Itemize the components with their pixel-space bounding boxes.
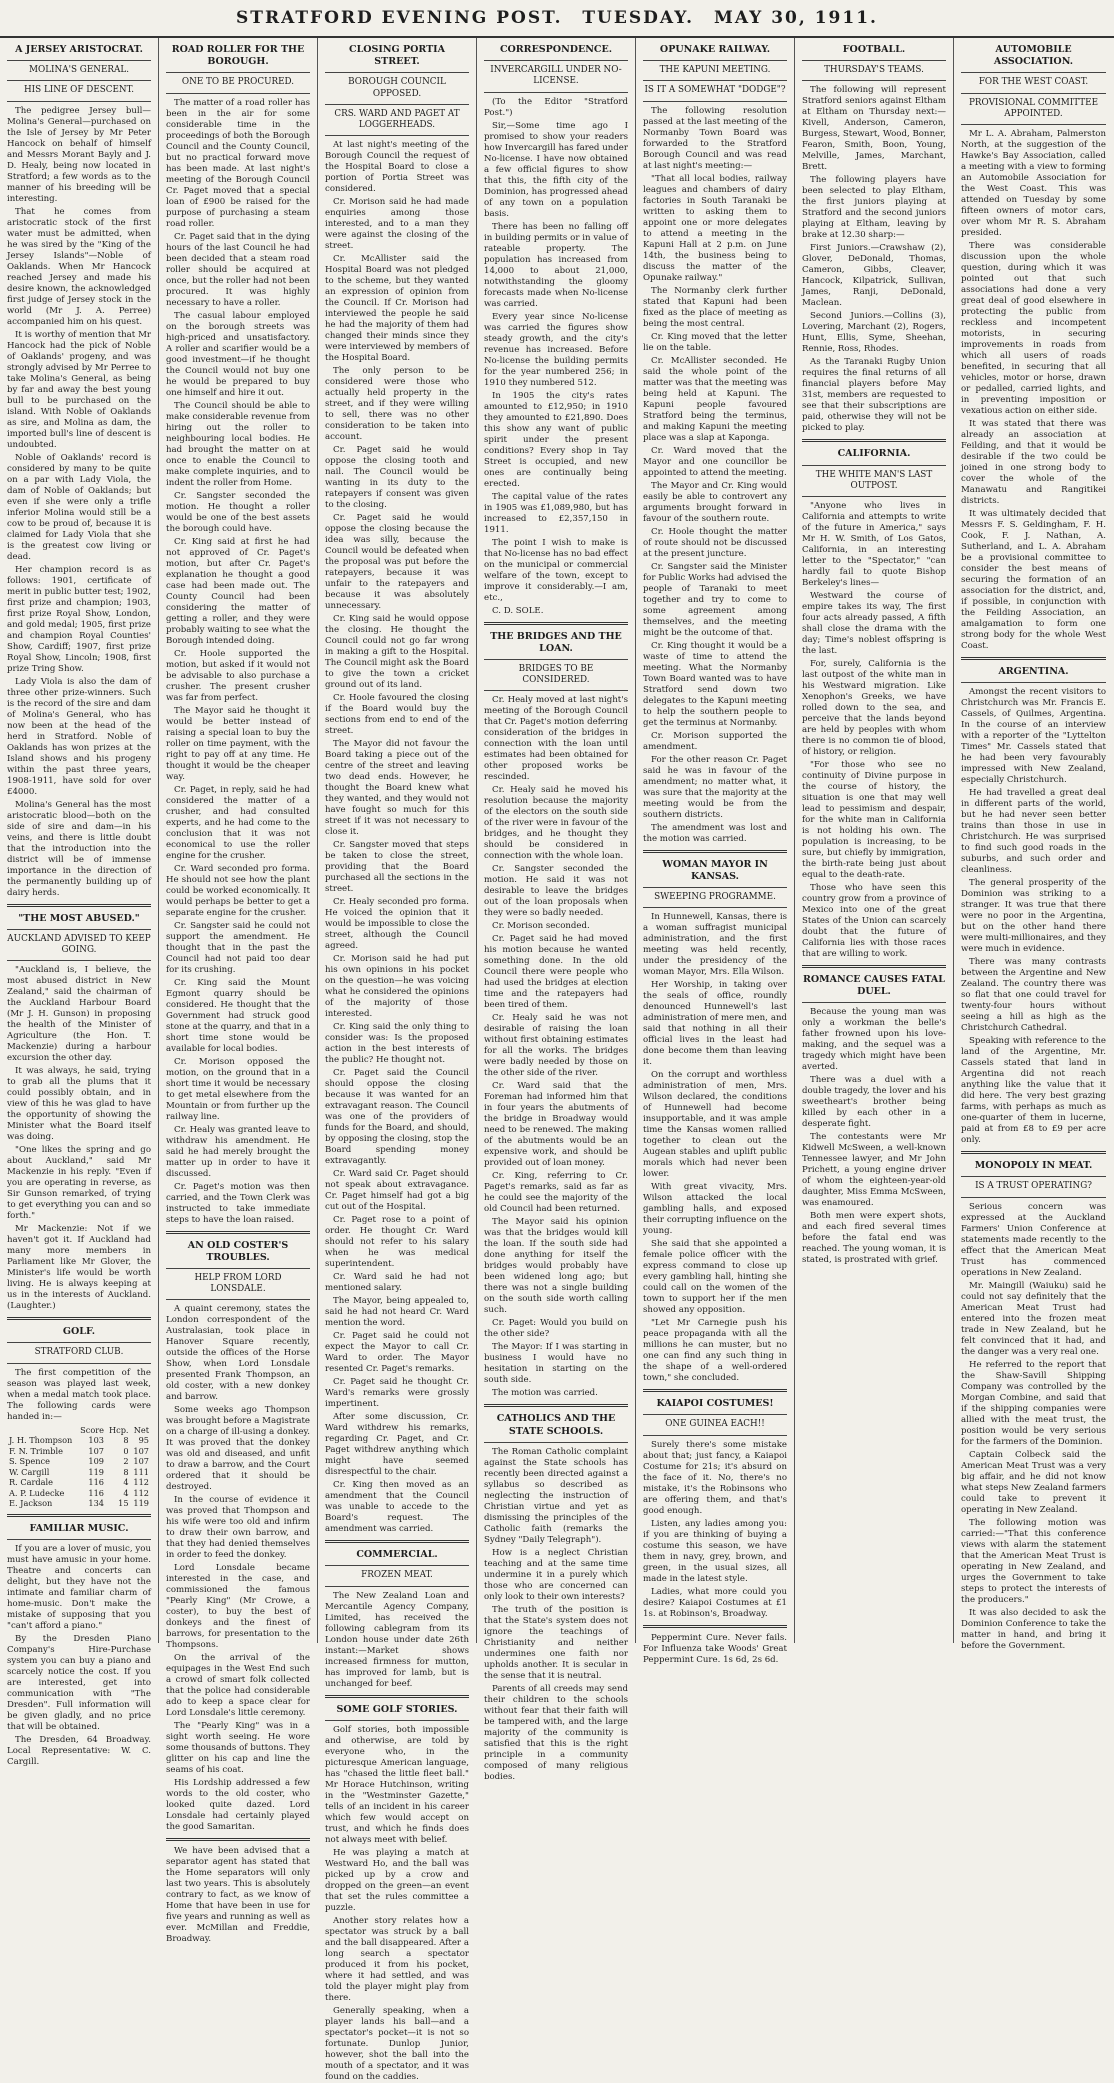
article-paragraph: The amendment was lost and the motion was carried. — [643, 822, 787, 844]
article-paragraph: After some discussion, Cr. Ward withdrew his remarks, regarding Cr. Paget, and Cr. Paget withdrew anything which might have seemed disrespectful to the chair. — [325, 1412, 469, 1478]
article-paragraph: He was playing a match at Westward Ho, and the ball was picked up by a crow and dropped on the green—an event that set the rules committee a puzzle. — [325, 1847, 469, 1913]
article-paragraph: Lady Viola is also the dam of three other prize-winners. Such is the record of the sire and dam of Molina's General, who has now been at the head of the herd in Stratford. Noble of Oaklands has won prizes at the Island shows and his progeny within the past three years, 1908-1911, have sold for over £4000. — [7, 676, 151, 797]
article-paragraph: Cr. Healy said he moved his resolution because the majority of the electors on the south side of the river were in favour of the bridges, and he thought they should be considered in connection with the whole loan. — [484, 785, 628, 862]
article-paragraph: His Lordship addressed a few words to the old coster, who looked quite dazed. Lord Lonsdale had certainly played the good Samaritan. — [166, 1778, 310, 1833]
heading-rule — [484, 1442, 628, 1443]
article-paragraph: By the Dresden Piano Company's Hire-Purchase system you can buy a piano and scarcely notice the cost. If you are interested, get into communication with "The Dresden". Full information will be given gladly, and no price that will be obtained. — [7, 1633, 151, 1732]
score-cell: 107 — [133, 1456, 149, 1467]
heading-rule — [166, 1299, 310, 1300]
article-subheading: MOLINA'S GENERAL. — [28, 65, 129, 76]
article-subheading: THURSDAY'S TEAMS. — [824, 65, 924, 76]
article-paragraph: Cr. Sangster seconded the motion. He said it was not desirable to leave the bridges out of the loan proposals when they were so badly needed. — [484, 864, 628, 919]
article-paragraph: Cr. Ward said Cr. Paget should not speak about extravagance. Cr. Paget himself had got a big cut out of the Hospital. — [325, 1169, 469, 1213]
article-paragraph: He referred to the report that the Shaw-Savill Shipping Company was controlled by the Morgan Combine, and said that if the shipping companies were allied with the meat trust, the position would be very serious for the farmers of the Dominion. — [961, 1359, 1106, 1447]
section-divider — [802, 965, 946, 968]
section-divider — [961, 1151, 1106, 1154]
section-divider — [643, 1625, 787, 1628]
score-row — [7, 1456, 151, 1467]
score-cell: 112 — [133, 1477, 149, 1488]
heading-rule — [166, 72, 310, 73]
score-cell: R. Cardale — [9, 1477, 54, 1488]
column-2 — [159, 38, 318, 1945]
score-row — [7, 1477, 151, 1488]
article-paragraph: Cr. Paget rose to a point of order. He thought Cr. Ward should not refer to his salary when he was medical superintendent. — [325, 1215, 469, 1270]
heading-rule — [643, 80, 787, 81]
score-header-cell — [7, 1425, 77, 1436]
score-cell: S. Spence — [9, 1456, 50, 1467]
score-cell: 107 — [88, 1445, 105, 1456]
article-paragraph: The New Zealand Loan and Mercantile Agency Company, Limited, has received the following cablegram from its London house under date 26th instant:—Market shows increased firmness for mutton, has improved for lamb, but is unchanged for beef. — [325, 1590, 469, 1689]
golf-scores-table — [7, 1425, 151, 1509]
article-paragraph: The pedigree Jersey bull—Molina's General—purchased on the Isle of Jersey by Mr Peter Hancock on behalf of himself and Messrs Morant Bayly and J. D. Healy, being now located in Stratford; a few words as to the manner of his breeding will be interesting. — [7, 105, 151, 204]
article-subheading: FROZEN MEAT. — [361, 1570, 433, 1581]
article-subheading: SWEEPING PROGRAMME. — [654, 891, 776, 902]
score-cell: 4 — [123, 1487, 129, 1498]
article-paragraph: Cr. Sangster said the Minister for Public Works had advised the people of Taranaki to meet together and try to come to some agreement among themselves, and the meeting might be the outcome of that. — [643, 561, 787, 638]
article-paragraph: Ladies, what more could you desire? Kaiapoi Costumes at £1 1s. at Robinson's, Broadway. — [643, 1586, 787, 1619]
article-paragraph: It is worthy of mention that Mr Hancock had the pick of Noble of Oaklands' progeny, and was strongly advised by Mr Perree to take Molina's General, as being by far and away the best young bull to be purchased on the island. With Noble of Oaklands as sire, and Molina as dam, the imported bull's line of descent is undoubted. — [7, 329, 151, 450]
article-paragraph: Cr. Morison said he had put his own opinions in his pocket on the question—he was voicing what he considered the opinions of the majority of those interested. — [325, 954, 469, 1020]
article-heading: FAMILIAR MUSIC. — [29, 1522, 129, 1534]
article-paragraph: The only person to be considered were those who actually held property in the street, and if they were willing to sell, there was no other consideration to be taken into account. — [325, 366, 469, 443]
article-paragraph: Cr. Paget said the Council should oppose the closing because it was wanted for an extravagant reason. The Council was one of the providers of funds for the Board, and should, by opposing the closing, stop the Board spending money extravagantly. — [325, 1068, 469, 1167]
article-paragraph: The Mayor said he thought it would be better instead of raising a special loan to buy the roller on time payment, with the right to pay off at any time. He thought it would be the cheaper way. — [166, 705, 310, 782]
article-paragraph: Cr. Hoole favoured the closing if the Board would buy the sections from end to end of the street. — [325, 693, 469, 737]
score-row — [7, 1467, 151, 1478]
article-paragraph: Cr. King moved that the letter lie on the table. — [643, 331, 787, 353]
section-divider — [484, 1404, 628, 1407]
article-paragraph: Mr. Maingill (Waiuku) said he could not say definitely that the American Meat Trust had entered into the frozen meat trade in New Zealand, but he felt convinced that it had, and the danger was a very real one. — [961, 1280, 1106, 1357]
article-paragraph: Amongst the recent visitors to Christchurch was Mr. Francis E. Cassels, of Quilmes, Argentina. In the course of an interview with a reporter of the "Lyttelton Times" Mr. Cassels stated that he had been very favourably impressed with New Zealand, especially Christchurch. — [961, 687, 1106, 786]
article-paragraph: Cr. Healy was granted leave to withdraw his amendment. He said he had merely brought the matter up in order to have it discussed. — [166, 1124, 310, 1179]
article-paragraph: The Normanby clerk further stated that Kapuni had been fixed as the place of meeting as being the most central. — [643, 285, 787, 329]
article-paragraph: Cr. Sangster said he could not support the amendment. He thought that in the past the Council had not paid too dear for its crushing. — [166, 920, 310, 975]
heading-rule — [325, 135, 469, 136]
article-paragraph: Cr. Paget said he would oppose the closing because the idea was silly, because the Council would be defeated when the proposal was put before the ratepayers, because it was unfair to the ratepayers and because it was absolutely unnecessary. — [325, 513, 469, 612]
article-paragraph: Cr. Morison seconded. — [492, 921, 590, 932]
article-paragraph: On the corrupt and worthless administration of men, Mrs. Wilson declared, the conditions of Hunnewell had become insupportable, and it was ample time the Kansas women rallied together to clean out the Augean stables and uplift public morals which had never been lower. — [643, 1070, 787, 1180]
article-heading: THE BRIDGES AND THE LOAN. — [490, 630, 622, 654]
score-cell: 103 — [88, 1435, 105, 1446]
article-paragraph: Cr. King said at first he had not approved of Cr. Paget's motion, but after Cr. Paget's explanation he thought a good case had been made out. The County Council had been considering the matter of getting a roller, and they were probably waiting to see what the Borough intended doing. — [166, 536, 310, 646]
article-paragraph: Serious concern was expressed at the Auckland Farmers' Union Conference at statements made recently to the effect that the American Meat Trust has commenced operations in New Zealand. — [961, 1201, 1106, 1278]
article-paragraph: Golf stories, both impossible and otherwise, are told by everyone who, in the picturesque American language, has "chased the little fleet ball." Mr Horace Hutchinson, writing in the "Westminster Gazette," tells of an incident in his career which few would accept on trust, and which he finds does not always meet with belief. — [325, 1724, 469, 1845]
article-paragraph: "Let Mr Carnegie push his peace propaganda with all the millions he can muster, but no one can find any such thing in the shape of a well-ordered town," she concluded. — [643, 1318, 787, 1384]
section-divider — [7, 904, 151, 907]
heading-rule — [961, 124, 1106, 125]
article-paragraph: There was considerable discussion upon the whole question, during which it was pointed out that such associations had done a very great deal of good elsewhere in protecting the public from reckless and incompetent motorists, in securing improvements in roads from which all users of roads benefited, in securing that all vehicles, motor or horse, drawn or pedalled, carried lights, and in preventing imposition or vexatious action on either side. — [961, 241, 1106, 417]
section-divider — [166, 1838, 310, 1841]
article-paragraph: The Mayor and Cr. King would easily be able to controvert any arguments brought forward in favour of the southern route. — [643, 480, 787, 524]
score-cell: 8 — [123, 1466, 129, 1477]
article-paragraph: Cr. King thought it would be a waste of time to attend the meeting. What the Normanby Town Board wanted was to have Stratford send down two delegates to the Kapuni meeting to help the southern people to get the terminus at Normanby. — [643, 640, 787, 728]
article-paragraph: Mr L. A. Abraham, Palmerston North, at the suggestion of the Hawke's Bay Association, called a meeting with a view to forming an Automobile Association for the West Coast. This was attended on Tuesday by some fifteen owners of motor cars, over whom Mr R. S. Abraham presided. — [961, 129, 1106, 239]
article-paragraph: Molina's General has the most aristocratic blood—both on the side of sire and dam—in his veins, and there is little doubt that the introduction into the district will be of immense importance in the direction of the permanently building up of dairy herds. — [7, 799, 151, 898]
article-paragraph: If you are a lover of music, you must have amusic in your home. Theatre and concerts can delight, but they have not the intimate and familiar charm of home-music. Don't make the mistake of supposing that you "can't afford a piano." — [7, 1543, 151, 1631]
article-subheading: PROVISIONAL COMMITTEE APPOINTED. — [968, 97, 1098, 119]
score-cell: 119 — [88, 1466, 105, 1477]
article-paragraph: Those who have seen this country grow from a province of Mexico into one of the great States of the Union can scarcely doubt that the future of California lies with those races that are willing to work. — [802, 883, 946, 960]
article-paragraph: The Mayor said his opinion was that the bridges would kill the loan. If the south side had done anything for itself the bridges would probably have been widened long ago; but there was not a single building on the south side worth calling such. — [484, 1217, 628, 1316]
article-paragraph: The point I wish to make is that No-license has no bad effect on the municipal or commercial welfare of the town, except to improve it considerably.—I am, etc., — [484, 537, 628, 603]
article-paragraph: Cr. Ward moved that the Mayor and one councillor be appointed to attend the meeting. — [643, 445, 787, 478]
article-heading: A JERSEY ARISTOCRAT. — [15, 44, 143, 55]
heading-rule — [7, 60, 151, 61]
heading-rule — [802, 1002, 946, 1003]
article-paragraph: The matter of a road roller has been in the air for some considerable time in the proceedings of both the Borough Council and the County Council, but no practical forward move has been made. At last night's meeting of the Borough Council Cr. Paget moved that a special loan of £900 be raised for the purpose of purchasing a steam road roller. — [166, 97, 310, 229]
article-paragraph: It was also decided to ask the Dominion Conference to take the matter in hand, and bring it before the Government. — [961, 1607, 1106, 1651]
article-paragraph: The following resolution passed at the last meeting of the Normanby Town Board was forwarded to the Stratford Borough Council and was read at last night's meeting:— — [643, 105, 787, 171]
article-paragraph: The "Pearly King" was in a sight worth seeing. He wore some thousands of buttons. They glitter on his cap and line the seams of his coat. — [166, 1721, 310, 1776]
article-paragraph: There was many contrasts between the Argentine and New Zealand. The country there was so flat that one could travel for twenty-four hours without seeing a hill as high as the Christchurch Cathedral. — [961, 957, 1106, 1034]
article-paragraph: Noble of Oaklands' record is considered by many to be quite on a par with Lady Viola, the dam of Noble of Oaklands; but even if she were only a trifle inferior Molina would still be a cow to be proud of, because it is claimed for Lady Viola that she is the greatest cow living or dead. — [7, 452, 151, 562]
article-paragraph: For the other reason Cr. Paget said he was in favour of the amendment; no matter what, it was sure that the majority at the meeting would be from the southern districts. — [643, 754, 787, 820]
article-heading: SOME GOLF STORIES. — [336, 1703, 458, 1715]
score-cell: 119 — [133, 1498, 149, 1509]
article-subheading: BOROUGH COUNCIL OPPOSED. — [348, 77, 446, 99]
score-cell: 15 — [118, 1498, 129, 1509]
article-paragraph: The first competition of the season was played last week, when a medal match took place. The following cards were handed in:— — [7, 1367, 151, 1422]
heading-rule — [484, 60, 628, 61]
article-subheading: IS A TRUST OPERATING? — [975, 1181, 1092, 1192]
column-5 — [636, 38, 795, 1665]
section-divider — [643, 850, 787, 853]
article-paragraph: Cr. Sangster moved that steps be taken to close the street, providing that the Board purchased all the sections in the street. — [325, 840, 469, 895]
score-cell: 0 — [123, 1445, 129, 1456]
paper-date: MAY 30, 1911. — [714, 8, 878, 28]
heading-rule — [961, 1197, 1106, 1198]
article-paragraph: The following players have been selected to play Eltham, the first juniors playing at Stratford and the second juniors playing at Eltham, leaving by brake at 12.30 sharp:— — [802, 175, 946, 241]
article-paragraph: It was ultimately decided that Messrs F. S. Geldingham, F. H. Cook, F. J. Nathan, A. Sutherland, and L. A. Abraham be a provisional committee to consider the best means of securing the formation of an association for the district, and, if possible, in conjunction with the Feilding Association, an amalgamation to form one strong body for the whole West Coast. — [961, 509, 1106, 652]
article-paragraph: Second Juniors.—Collins (3), Lovering, Marchant (2), Rogers, Hunt, Ellis, Syme, Sheehan, Rennie, Ross, Rhodes. — [802, 311, 946, 355]
article-paragraph: Cr. Ward said that the Foreman had informed him that in four years the abutments of the bridge in Broadway would need to be renewed. The making of the abutments would be an expensive work, and should be provided out of loan money. — [484, 1081, 628, 1169]
article-heading: AN OLD COSTER'S TROUBLES. — [187, 1239, 289, 1263]
section-divider — [325, 1695, 469, 1698]
article-paragraph: Cr. Paget said he would oppose the closing tooth and nail. The Council would be wanting in its duty to the ratepayers if consent was given to the closing. — [325, 445, 469, 511]
score-header-cell: Net — [133, 1424, 149, 1435]
score-row — [7, 1498, 151, 1509]
article-heading: ARGENTINA. — [998, 666, 1069, 678]
article-paragraph: Some weeks ago Thompson was brought before a Magistrate on a charge of ill-using a donkey. It was proved that the donkey was old and diseased, and unfit to draw a barrow, and the Court ordered that it should be destroyed. — [166, 1405, 310, 1493]
score-cell: 107 — [133, 1445, 149, 1456]
article-heading: "THE MOST ABUSED." — [18, 912, 140, 924]
article-paragraph: Cr. Paget said he thought Cr. Ward's remarks were grossly impertinent. — [325, 1377, 469, 1410]
heading-rule — [643, 887, 787, 888]
article-subheading: FOR THE WEST COAST. — [978, 77, 1089, 88]
article-paragraph: It was always, he said, trying to grab all the plums that it could possibly obtain, and in view of this he was glad to have the opportunity of showing the Minister what the Board itself was doing. — [7, 1066, 151, 1143]
score-cell: 2 — [123, 1456, 129, 1467]
article-paragraph: In 1905 the city's rates amounted to £12,950; in 1910 they amounted to £21,890. Does this show any want of public spirit under the present conditions? Every shop in Tay Street is occupied, and new ones are continually being erected. — [484, 390, 628, 489]
column-3 — [318, 38, 477, 2082]
article-paragraph: Surely there's some mistake about that; just fancy, a Kaiapoi Costume for 21s; it's absurd on the face of it. No, there's no mistake, it's the Robinsons who are offering them, and that's good enough. — [643, 1439, 787, 1516]
article-paragraph: A quaint ceremony, states the London correspondent of the Australasian, took place in Hanover Square recently, outside the offices of the Horse Show, when Lord Lonsdale presented Frank Thompson, an old coster, with a new donkey and barrow. — [166, 1304, 310, 1403]
article-paragraph: The Mayor: If I was starting in business I would have no hesitation in starting on the south side. — [484, 1342, 628, 1386]
heading-rule — [166, 93, 310, 94]
article-paragraph: The Council should be able to make considerable revenue from hiring out the roller to neighbouring local bodies. He had brought the matter on at once to enable the Council to make complete inquiries, and to indent the roller from Home. — [166, 400, 310, 488]
article-paragraph: With great vivacity, Mrs. Wilson attacked the local gambling halls, and exposed their corrupting influence on the young. — [643, 1182, 787, 1237]
score-cell: 109 — [88, 1456, 105, 1467]
article-paragraph: Cr. Ward said he had not mentioned salary. — [325, 1272, 469, 1294]
heading-rule — [802, 60, 946, 61]
heading-rule — [166, 1268, 310, 1269]
heading-rule — [325, 1720, 469, 1721]
article-paragraph: Listen, any ladies among you: if you are thinking of buying a costume this season, we have them in navy, grey, brown, and green, in the usual sizes, all made in the latest style. — [643, 1518, 787, 1584]
article-paragraph: Cr. Paget said he could not expect the Mayor to call Cr. Ward to order. The Mayor resented Cr. Paget's remarks. — [325, 1331, 469, 1375]
heading-rule — [7, 101, 151, 102]
article-paragraph: Cr. King said the Mount Egmont quarry should be considered. He thought that the Government had struck good stone at the quarry, and that in a short time stone would be available for local bodies. — [166, 977, 310, 1054]
article-paragraph: She said that she appointed a female police officer with the express command to close up every gambling hall, hinting she could call on the women of the town to support her if the men showed any opposition. — [643, 1239, 787, 1316]
article-paragraph: Captain Colbeck said the American Meat Trust was a very big affair, and he did not know what steps New Zealand farmers could take to prevent it operating in New Zealand. — [961, 1449, 1106, 1515]
score-cell: 4 — [123, 1477, 129, 1488]
article-paragraph: It was stated that there was already an association at Feilding, and that it would be desirable if the two could be joined in one strong body to cover the whole of the Manawatu and Rangitikei districts. — [961, 419, 1106, 507]
article-paragraph: The following motion was carried:—"That this conference views with alarm the statement that the American Meat Trust is operating in New Zealand, and urges the Government to take steps to protect the interests of the producers." — [961, 1517, 1106, 1605]
article-paragraph: Cr. Healy moved at last night's meeting of the Borough Council that Cr. Paget's motion deferring consideration of the bridges in connection with the loan until estimates had been obtained for other proposed works be rescinded. — [484, 695, 628, 783]
score-cell: 116 — [88, 1487, 105, 1498]
article-paragraph: Parents of all creeds may send their children to the schools without fear that their faith will be tampered with, and the large majority of the community is satisfied that this is the right principle in a community composed of many religious bodies. — [484, 1683, 628, 1782]
article-paragraph: Cr. Morison said he had made enquiries among those interested, and to a man they were against the closing of the street. — [325, 197, 469, 252]
heading-rule — [7, 1342, 151, 1343]
article-paragraph: Generally speaking, when a player lands his ball—and a spectator's pocket—it is not so fortunate. Dunlop Junior, however, shot the ball into the mouth of a spectator, and it was found on the caddies. — [325, 2005, 469, 2082]
score-cell: F. N. Trimble — [9, 1445, 63, 1456]
article-paragraph: Cr. Hoole thought the matter of route should not be discussed at the present juncture. — [643, 526, 787, 559]
article-paragraph: "Auckland is, I believe, the most abused district in New Zealand," said the chairman of the Auckland Harbour Board (Mr J. H. Gunson) in proposing the health of the Minister of Agriculture (the Hon. T. Mackenzie) during a harbour excursion the other day. — [7, 965, 151, 1064]
article-heading: AUTOMOBILE ASSOCIATION. — [993, 44, 1074, 68]
article-heading: ROMANCE CAUSES FATAL DUEL. — [803, 974, 945, 998]
article-paragraph: Speaking with reference to the land of the Argentine, Mr. Cassels stated that land in Argentina did not reach anything like the value that it did here. The very best grazing farms, with perhaps as much as one-quarter of them in lucerne, paid at from £8 to £9 per acre only. — [961, 1036, 1106, 1146]
score-header-cell: Score — [80, 1424, 105, 1435]
heading-rule — [325, 1586, 469, 1587]
article-subheading: THE WHITE MAN'S LAST OUTPOST. — [815, 469, 933, 491]
article-heading: OPUNAKE RAILWAY. — [659, 44, 771, 55]
heading-rule — [961, 1176, 1106, 1177]
article-heading: FOOTBALL. — [842, 44, 906, 55]
heading-rule — [802, 465, 946, 466]
heading-rule — [484, 92, 628, 93]
article-paragraph: The motion was carried. — [492, 1388, 598, 1399]
article-paragraph: In Hunnewell, Kansas, there is a woman suffragist municipal administration, and the first meeting was held recently, under the presidency of the woman Mayor, Mrs. Ella Wilson. — [643, 912, 787, 978]
score-cell: 8 — [123, 1435, 129, 1446]
heading-rule — [7, 929, 151, 930]
article-paragraph: That he comes from aristocratic stock of the first water must be admitted, when he was sired by the "King of the Jersey Islands"—Noble of Oaklands. When Mr Hancock reached Jersey and made his desire known, the acknowledged first judge of Jersey stock in the world (Mr J. A. Perree) accompanied him on his quest. — [7, 206, 151, 327]
article-paragraph: Her Worship, in taking over the seals of office, roundly denounced Hunnewell's last administration of mere men, and said that nothing in all their official lives in the least had done become them than leaving it. — [643, 980, 787, 1068]
score-cell: 111 — [133, 1466, 149, 1477]
column-6 — [795, 38, 954, 1643]
score-cell: 134 — [88, 1498, 105, 1509]
article-subheading: BRIDGES TO BE CONSIDERED. — [518, 663, 594, 686]
article-paragraph: There has been no falling off in building permits or in value of rateable property. The population has increased from 14,000 to about 21,000, notwithstanding the gloomy forecasts made when No-license was carried. — [484, 221, 628, 309]
article-paragraph: Cr. Paget's motion was then carried, and the Town Clerk was instructed to take immediate steps to have the loan raised. — [166, 1181, 310, 1225]
article-paragraph: Cr. Paget said that in the dying hours of the last Council he had been decided that a steam road roller should be acquired at once, but the roller had not been procured. It was highly necessary to have a roller. — [166, 231, 310, 308]
article-paragraph: The truth of the position is that the State's system does not ignore the teachings of Christianity and neither undermines one faith nor upholds another. It is secular in the sense that it is neutral. — [484, 1604, 628, 1681]
score-row — [7, 1446, 151, 1457]
article-paragraph: Cr. Healy said he was not desirable of raising the loan without first obtaining estimates for all the works. The bridges were badly needed by those on the other side of the river. — [484, 1013, 628, 1079]
heading-rule — [643, 1414, 787, 1415]
article-heading: WOMAN MAYOR IN KANSAS. — [662, 858, 768, 882]
article-paragraph: Cr. King said the only thing to consider was: Is the proposed action in the best interests of the public? He thought not. — [325, 1022, 469, 1066]
article-heading: CATHOLICS AND THE STATE SCHOOLS. — [496, 1413, 616, 1437]
heading-rule — [325, 1565, 469, 1566]
section-divider — [7, 1514, 151, 1517]
article-paragraph: The Mayor, being appealed to, said he had not heard Cr. Ward mention the word. — [325, 1296, 469, 1329]
heading-rule — [7, 80, 151, 81]
paper-name: STRATFORD EVENING POST. — [236, 8, 563, 28]
section-divider — [961, 657, 1106, 660]
article-subheading: ONE TO BE PROCURED. — [181, 77, 295, 88]
score-cell: 95 — [138, 1435, 149, 1446]
score-cell: 112 — [133, 1487, 149, 1498]
article-paragraph: Cr. Morison supported the amendment. — [643, 730, 787, 752]
heading-rule — [7, 1539, 151, 1540]
column-7 — [954, 38, 1113, 1651]
article-paragraph: Cr. Hoole supported the motion, but asked if it would not be advisable to also purchase a crusher. The present crusher was far from perfect. — [166, 648, 310, 703]
article-paragraph: Cr. Paget said he had moved his motion because he wanted something done. In the old Council there were people who had used the bridges at election time and the ratepayers had been tired of them. — [484, 934, 628, 1011]
section-divider — [484, 622, 628, 625]
article-paragraph: Cr. McAllister seconded. He said the whole point of the matter was that the meeting was being held at Kapuni. The Kapuni people favoured Stratford being the terminus, and making Kapuni the meeting place was a slap at Kaponga. — [643, 355, 788, 443]
article-subheading: INVERCARGILL UNDER NO-LICENSE. — [490, 65, 622, 87]
article-paragraph: The contestants were Mr Kidwell McSween, a well-known Tennessee lawyer, and Mr John Prichett, a young engine driver of whom the eighteen-year-old daughter, Miss Emma McSween, was enamoured. — [802, 1132, 946, 1209]
article-subheading: STRATFORD CLUB. — [34, 1347, 124, 1358]
article-subheading: CRS. WARD AND PAGET AT LOGGERHEADS. — [334, 108, 460, 131]
article-heading: ROAD ROLLER FOR THE BOROUGH. — [171, 44, 305, 68]
article-paragraph: Lord Lonsdale became interested in the case, and commissioned the famous "Pearly King" (Mr Crowe, a coster), to buy the best of donkeys and the finest of barrows, for presentation to the Thompsons. — [166, 1563, 310, 1651]
article-paragraph: Cr. King, referring to Cr. Paget's remarks, said as far as he could see the majority of the old Council had been returned. — [484, 1171, 628, 1215]
score-row — [7, 1488, 151, 1499]
article-paragraph: First Juniors.—Crawshaw (2), Glover, DeDonald, Thomas, Cameron, Gibbs, Cleaver, Hancock, Kilpatrick, Sullivan, James, Ranji, DeDonald, Maclean. — [802, 243, 946, 309]
article-paragraph: Cr. King then moved as an amendment that the Council was unable to accede to the Board's request. The amendment was carried. — [325, 1480, 469, 1535]
article-paragraph: Cr. Morison opposed the motion, on the ground that in a short time it would be necessary to get metal elsewhere from the Mountain or from further up the railway line. — [166, 1056, 310, 1122]
score-header-cell: Hcp. — [108, 1424, 129, 1435]
article-subheading: HELP FROM LORD LONSDALE. — [194, 1272, 282, 1295]
article-heading: GOLF. — [62, 1326, 96, 1338]
heading-rule — [643, 60, 787, 61]
heading-rule — [961, 72, 1106, 73]
section-divider — [7, 1317, 151, 1320]
heading-rule — [484, 690, 628, 691]
article-paragraph: C. D. SOLE. — [492, 605, 544, 616]
article-paragraph: Cr. Paget, in reply, said he had considered the matter of a crusher, and had consulted experts, and he had come to the conclusion that it was not economical to use the roller engine for the crusher. — [166, 784, 310, 861]
paper-day: TUESDAY. — [582, 8, 695, 28]
article-paragraph: Cr. Healy seconded pro forma. He voiced the opinion that it would be impossible to close the street, although the Council agreed. — [325, 897, 469, 952]
heading-rule — [802, 496, 946, 497]
article-subheading: IS IT A SOMEWHAT "DODGE"? — [644, 85, 786, 96]
article-subheading: ONE GUINEA EACH!! — [665, 1419, 765, 1430]
article-paragraph: Cr. Ward seconded pro forma. He should not see how the plant could be worked economically. It would perhaps be better to get a separate engine for the crusher. — [166, 863, 310, 918]
article-paragraph: Another story relates how a spectator was struck by a ball and the ball disappeared. After a long search a spectator produced it from his pocket, where it had settled, and was told the player might play from there. — [325, 1915, 469, 2003]
article-paragraph: Cr. Sangster seconded the motion. He thought a roller would be one of the best assets the borough could have. — [166, 490, 310, 534]
article-paragraph: Cr. King said he would oppose the closing. He thought the Council could not go far wrong in making a gift to the Hospital. The Council might ask the Board to give the town a cricket ground out of its land. — [325, 614, 469, 691]
article-paragraph: The general prosperity of the Dominion was striking to a stranger. It was true that there were no poor in the Argentina, but on the other hand there were multi-millionaires, and they were much in evidence. — [961, 878, 1106, 955]
article-paragraph: In the course of evidence it was proved that Thompson and his wife were too old and infirm to draw their own barrow, and that they had denied themselves in order to feed the donkey. — [166, 1495, 310, 1561]
score-cell: J. H. Thompson — [9, 1435, 73, 1446]
score-row — [7, 1435, 151, 1446]
article-subheading: THE KAPUNI MEETING. — [659, 65, 771, 76]
article-paragraph: Because the young man was only a workman the belle's father frowned upon his love-making, and the sequel was a tragedy which might have been averted. — [802, 1007, 946, 1073]
heading-rule — [961, 682, 1106, 683]
article-paragraph: The Roman Catholic complaint against the State schools has recently been directed against a syllabus so described as neglecting the instruction of Christian virtue and yet as dismissing the principles of the Catholic faith (remarks the Sydney "Daily Telegraph"). — [484, 1446, 628, 1545]
article-paragraph: On the arrival of the equipages in the West End such a crowd of smart folk collected that the police had considerable ado to keep a space clear for Lord Lonsdale's little ceremony. — [166, 1653, 310, 1719]
heading-rule — [961, 93, 1106, 94]
article-heading: MONOPOLY IN MEAT. — [974, 1160, 1093, 1172]
article-paragraph: Peppermint Cure. Never fails. For Influenza take Woods' Great Peppermint Cure. 1s 6d, 2s 6d. — [643, 1632, 787, 1665]
article-paragraph: Her champion record is as follows: 1901, certificate of merit in public butter test; 1902, first prize and champion; 1903, first prize Royal Show, London, and gold medal; 1905, first prize and champion Royal Counties' Show, Cardiff; 1907, first prize Royal Show, Lincoln; 1908, first prize Tring Show. — [7, 564, 151, 674]
article-paragraph: The Dresden, 64 Broadway. Local Representative: W. C. Cargill. — [7, 1734, 151, 1767]
section-divider — [802, 439, 946, 442]
heading-rule — [484, 659, 628, 660]
article-paragraph: He had travelled a great deal in different parts of the world, but he had never seen better trains than those in use in Christchurch. He was surprised to find such good roads in the suburbs, and such order and cleanliness. — [961, 788, 1106, 876]
heading-rule — [325, 104, 469, 105]
article-paragraph: As the Taranaki Rugby Union requires the final returns of all financial players before May 31st, members are requested to see that their subscriptions are paid, otherwise they will not be picked to play. — [802, 357, 946, 434]
article-paragraph: How is a neglect Christian teaching and at the same time undermine it in a purely which those who are concerned can only look to their own interests? — [484, 1547, 628, 1602]
article-paragraph: For, surely, California is the last outpost of the white man in his Westward migration. Like Xenophon's Greeks, we have rolled down to the sea, and perceive that the lands beyond are held by peoples with whom there is no common tie of blood, of history, or religion. — [802, 659, 946, 758]
article-paragraph: We have been advised that a separator agent has stated that the Home separators will only last two years. This is absolutely contrary to fact, as we know of Home that have been in use for five years and running as well as ever. McMillan and Freddie, Broadway. — [166, 1846, 310, 1945]
article-paragraph: Mr Mackenzie: Not if we haven't got it. If Auckland had many more members in Parliament like Mr Glover, the Minister's life would be worth living. He is always keeping at us in the interests of Auckland. (Laughter.) — [7, 1224, 151, 1312]
article-paragraph: "That all local bodies, railway leagues and chambers of dairy factories in South Taranaki be written to asking them to appoint one or more delegates to attend a meeting in the Kapuni Hall at 2 p.m. on June 14th, the business being to discuss the matter of the Opunake railway." — [643, 173, 787, 283]
article-subheading: HIS LINE OF DESCENT. — [23, 85, 135, 96]
score-cell: A. P. Ludecke — [9, 1487, 65, 1498]
article-paragraph: The following will represent Stratford seniors against Eltham at Eltham on Thursday next:—Kivell, Anderson, Cameron, Burgess, Stewart, Wood, Bonner, Fearon, Smith, Boon, Young, Melville, James, Marchant, Brett. — [802, 85, 946, 173]
heading-rule — [802, 80, 946, 81]
heading-rule — [643, 1435, 787, 1436]
masthead — [0, 0, 1114, 38]
article-heading: CALIFORNIA. — [837, 448, 911, 460]
heading-rule — [7, 1363, 151, 1364]
article-heading: CLOSING PORTIA STREET. — [349, 44, 445, 68]
article-paragraph: Cr. McAllister said the Hospital Board was not pledged to the scheme, but they wanted an expression of opinion from the Council. If Cr. Morison had interviewed the people he said he had the majority of them had changed their minds since they were interviewed by members of the Hospital Board. — [325, 254, 469, 364]
score-cell: W. Cargill — [9, 1466, 50, 1477]
article-heading: CORRESPONDENCE. — [499, 44, 613, 55]
section-divider — [643, 1389, 787, 1392]
heading-rule — [643, 101, 787, 102]
heading-rule — [7, 960, 151, 961]
article-heading: KAIAPOI COSTUMES! — [656, 1398, 774, 1410]
heading-rule — [325, 72, 469, 73]
article-paragraph: (To the Editor "Stratford Post.") — [484, 96, 628, 118]
article-paragraph: The Mayor did not favour the Board taking a piece out of the centre of the street and leaving two dead ends. However, he thought the Board knew what they wanted, and they would not have fought so much for this street if it was not necessary to close it. — [325, 739, 469, 838]
article-paragraph: "Anyone who lives in California and attempts to write of the future in America," says Mr H. W. Smith, of Los Gatos, California, in an interesting letter to the "Spectator," "can hardly fail to quote Bishop Berkeley's lines— — [802, 501, 946, 589]
column-4 — [477, 38, 636, 1782]
article-paragraph: The casual labour employed on the borough streets was high-priced and unsatisfactory. A roller and scarifier would be a good investment—if he thought the Council would not buy one he would be prepared to buy one himself and hire it out. — [166, 310, 310, 398]
heading-rule — [643, 907, 787, 908]
article-paragraph: "For those who see no continuity of Divine purpose in the course of history, the situation is one that may well lead to pessimism and despair, for the white man in California is not holding his own. The population is increasing, to be sure, but chiefly by immigration, the birth-rate being just about equal to the death-rate. — [802, 760, 946, 881]
section-divider — [325, 1540, 469, 1543]
column-1 — [0, 38, 159, 1767]
score-header-row — [7, 1425, 151, 1436]
article-paragraph: Every year since No-license was carried the figures show steady growth, and the city's revenue has increased. Before No-license the building permits for the year numbered 256; in 1910 they numbered 512. — [484, 311, 628, 388]
article-paragraph: Cr. Paget: Would you build on the other side? — [484, 1318, 628, 1340]
article-heading: COMMERCIAL. — [356, 1549, 438, 1561]
article-paragraph: Sir,—Some time ago I promised to show your readers how Invercargill has fared under No-license. I have now obtained a few official figures to show that this, the fifth city of the Dominion, has progressed ahead of any town on a population basis. — [484, 120, 628, 219]
article-paragraph: Both men were expert shots, and each fired several times before the fatal end was reached. The young woman, it is stated, is prostrated with grief. — [802, 1211, 946, 1266]
article-paragraph: There was a duel with a double tragedy, the lover and his sweetheart's brother being killed by each other in a desperate fight. — [802, 1075, 946, 1130]
score-cell: E. Jackson — [9, 1498, 53, 1509]
section-divider — [166, 1231, 310, 1234]
article-paragraph: Westward the course of empire takes its way, The first four acts already passed, A fifth shall close the drama with the day; Time's noblest offspring is the last. — [802, 591, 946, 657]
newspaper-columns — [0, 38, 1114, 2082]
article-paragraph: "One likes the spring and go about Auckland," said Mr Mackenzie in his reply. "Even if you are operating in reverse, as Sir Gunson remarked, of trying to get everything you can and so forth." — [7, 1145, 151, 1222]
article-subheading: AUCKLAND ADVISED TO KEEP GOING. — [7, 933, 151, 956]
article-paragraph: The capital value of the rates in 1905 was £1,089,980, but has increased to £2,357,150 in 1911. — [484, 491, 628, 535]
score-cell: 116 — [88, 1477, 105, 1488]
article-paragraph: At last night's meeting of the Borough Council the request of the Hospital Board to close a portion of Portia Street was considered. — [325, 140, 469, 195]
